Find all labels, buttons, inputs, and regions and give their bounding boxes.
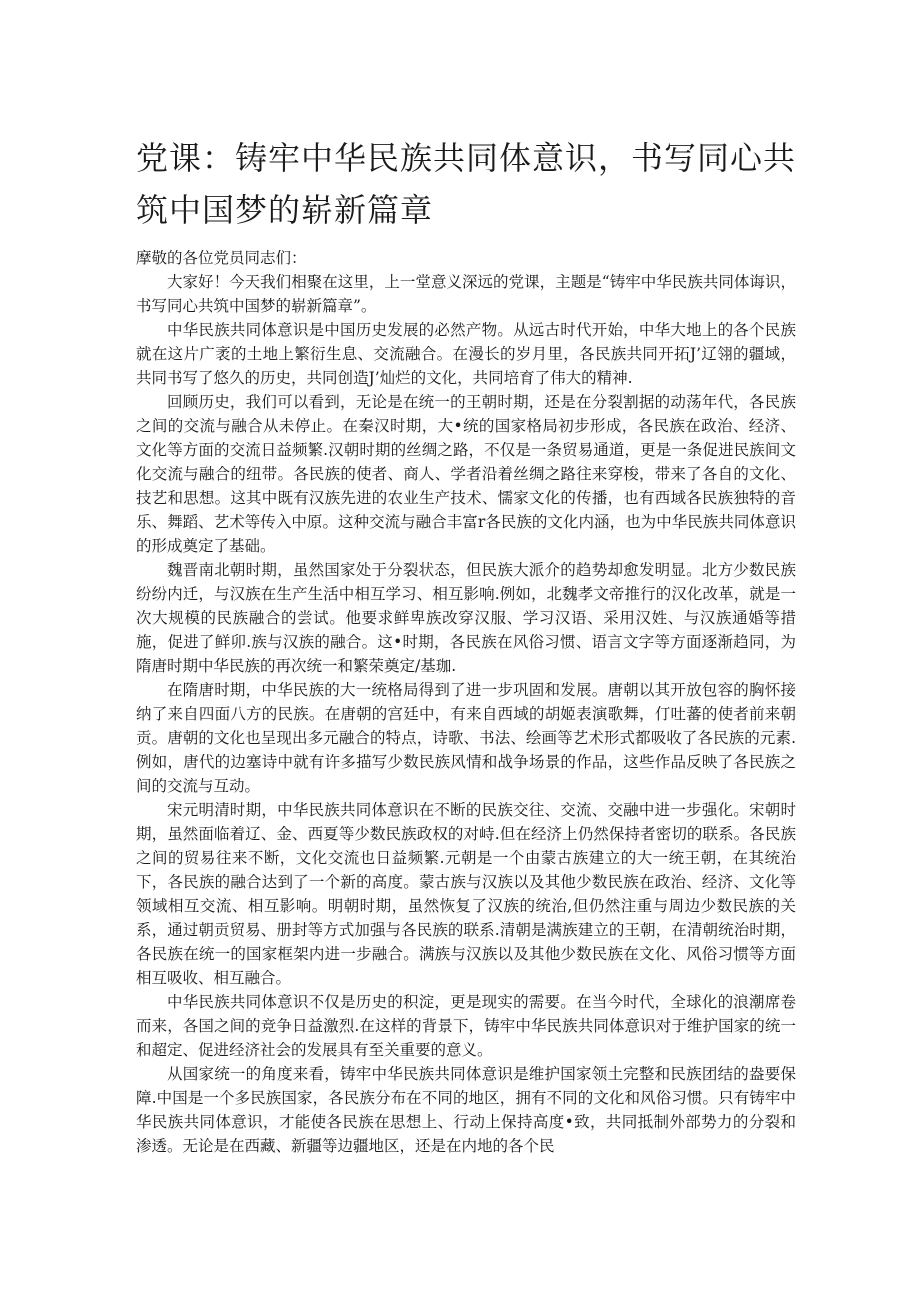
- paragraph-8: 从国家统一的角度来看，铸牢中华民族共同体意识是维护国家领土完整和民族团结的盎要保障.中国是一个多民族国家，各民族分布在不同的地区，拥有不同的文化和风俗习惯。只有铸牢中华民族共同体意识，才能使各民族在思想上、行动上保持高度•致，共同抵制外部势力的分裂和渗透。无论是在西藏、新疆等边疆地区，还是在内地的各个民: [136, 1065, 796, 1155]
- paragraph-6: 宋元明清时期，中华民族共同体意识在不断的民族交往、交流、交融中进一步强化。宋朝时期，虽然面临着辽、金、西夏等少数民族政权的对峙.但在经济上仍然保持者密切的联系。各民族之间的贸易往来不断，文化交流也日益频繁.元朝是一个由蒙古族建立的大一统王朝，在其统治下，各民族的融合达到了一个新的高度。蒙古族与汉族以及其他少数民族在政治、经济、文化等领域相互交流、相互影响。明朝时期，虽然恢复了汉族的统治,但仍然注重与周边少数民族的关系，通过朝贡贸易、册封等方式加强与各民族的联系.清朝是满族建立的王朝，在清朝统治时期，各民族在统一的国家框架内进一步融合。满族与汉族以及其他少数民族在文化、风俗习惯等方面相互吸收、相互融合。: [136, 801, 796, 987]
- paragraph-4: 魏晋南北朝时期，虽然国家处于分裂状态，但民族大派介的趋势却愈发明显。北方少数民族纷纷内迁，与汉族在生产生活中相互学习、相互影响.例如，北魏孝文帝推行的汉化改革，就是一次大规模的民族融合的尝试。他要求鲜卑族改穿汉服、学习汉语、采用汉姓、与汉族通婚等措施，促进了鲜卯.族与汉族的融合。这•时期，各民族在风俗习惯、语言文字等方面逐渐趋同，为隋唐时期中华民族的再次统一和繁荣奠定/基珈.: [136, 561, 796, 675]
- document-page: [136, 132, 796, 1158]
- paragraph-3: 回顾历史，我们可以看到，无论是在统一的王朝时期，还是在分裂割据的动荡年代，各民族之间的交流与融合从未停止。在秦汉时期，大•统的国家格局初步形成，各民族在政治、经济、文化等方面的交流日益频繁.汉朝时期的丝绸之路，不仅是一条贸易通道，更是一条促进民族间文化交流与融合的纽带。各民族的使者、商人、学者沿着丝绸之路往来穿梭，带来了各自的文化、技艺和思想。这其中既有汉族先进的农业生产技术、懦家文化的传播，也有西域各民族独特的音乐、舞蹈、艺术等传入中原。这种交流与融合丰富r各民族的文化内涵，也为中华民族共同体意识的形成奠定了基础。: [136, 393, 796, 555]
- paragraph-1: 大家好！今天我们相聚在这里，上一堂意义深远的党课，主题是“铸牢中华民族共同体诲识，书写同心共筑中国梦的崭新篇章”。: [136, 273, 796, 315]
- paragraph-7: 中华民族共同体意识不仅是历史的积淀，更是现实的需要。在当今时代，全球化的浪潮席卷而来，各国之间的竞争日益激烈.在这样的背景下，铸牢中华民族共同体意识对于维护国家的统一和超定、促进经济社会的发展具有至关重要的意义。: [136, 993, 796, 1059]
- paragraph-5: 在隋唐时期，中华民族的大一统格局得到了进一步巩固和发展。唐朝以其开放包容的胸怀接纳了来自四面八方的民族。在唐朝的宫廷中，有来自西域的胡姬表演歌舞，仃吐蕃的使者前来朝贡。唐朝的文化也呈现出多元融合的特点，诗歌、书法、绘画等艺术形式都吸收了各民族的元素.例如，唐代的边塞诗中就有许多描写少数民族风情和战争场景的作品，这些作品反映了各民族之间的交流与互动。: [136, 681, 796, 795]
- paragraph-2: 中华民族共同体意识是中国历史发展的必然产物。从远古时代开始，中华大地上的各个民族就在这片广袤的土地上繁衍生息、交流融合。在漫长的岁月里，各民族共同开拓J’辽翎的疆域，共同书写了悠久的历史，共同创造J’灿烂的文化，共同培育了伟大的精神.: [136, 321, 796, 387]
- document-title: 党课：铸牢中华民族共同体意识，书写同心共筑中国梦的崭新篇章: [136, 139, 797, 229]
- salutation: 摩敬的各位党员同志们：: [136, 249, 307, 267]
